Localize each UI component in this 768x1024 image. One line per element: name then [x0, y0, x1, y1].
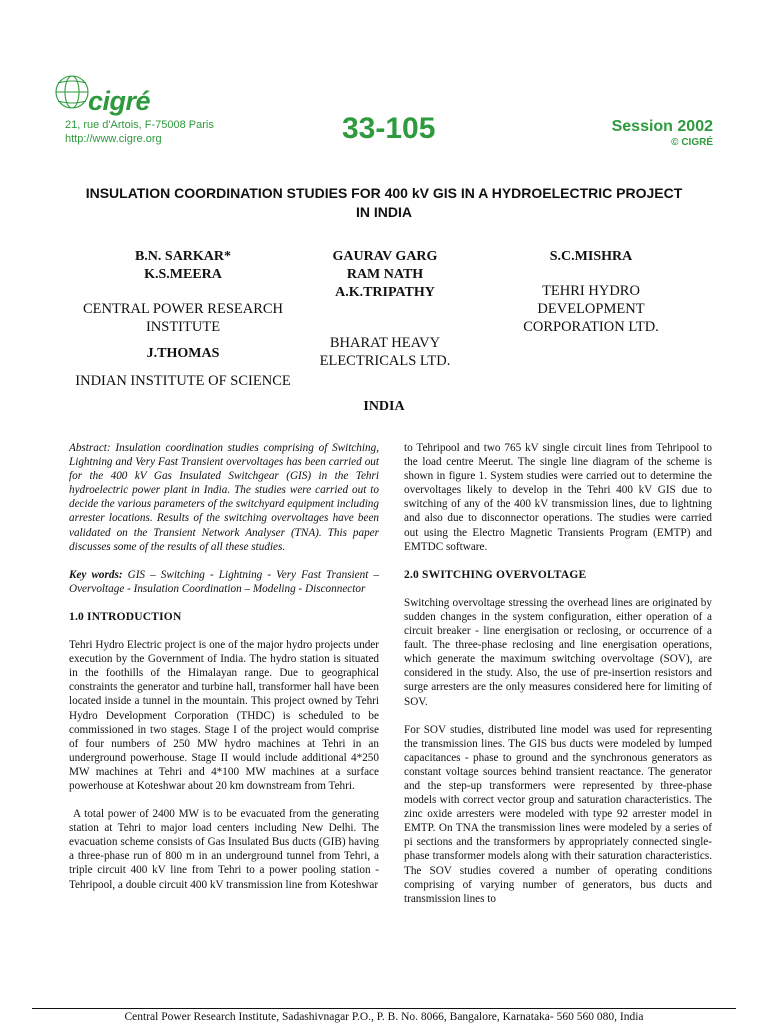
footer-divider [32, 1008, 736, 1009]
paper-title: INSULATION COORDINATION STUDIES FOR 400 kV GIS IN A HYDROELECTRIC PROJECT IN INDIA [85, 185, 683, 220]
affiliation-line: DEVELOPMENT [537, 301, 645, 317]
author-name: S.C.MISHRA [549, 249, 633, 264]
section-heading-introduction: 1.0 INTRODUCTION [69, 610, 182, 623]
keywords-label: Key words: [69, 568, 123, 581]
cigre-logo-text: cigré [88, 86, 151, 116]
abstract: Abstract: Insulation coordination studies comprising of Switching, Lightning and Very Fast Transient overvoltages has been carried out for the 400 kV Gas Insulated Switchgear (GIS) in the Tehri hydroelectric power plant in India. The studies were carried out to decide the various parameters of the switchyard equipment including arrester locations. Results of the switching overvoltages have been validated on the Transient Network Analyser (TNA). This paper discusses some of the results of all these studies. [69, 442, 379, 553]
affiliation-line: BHARAT HEAVY [329, 335, 441, 351]
affiliation-col1b: INDIAN INSTITUTE OF SCIENCE [75, 373, 291, 389]
keywords [69, 568, 379, 596]
paper-number: 33-105 [342, 112, 436, 145]
left-column [69, 441, 379, 892]
footer-address: Central Power Research Institute, Sadashivnagar P.O., P. B. No. 8066, Bangalore, Karnataka- 560 560 080, India [124, 1011, 644, 1023]
author-names-col1 [100, 248, 266, 284]
author-name: A.K.TRIPATHY [335, 285, 435, 300]
affiliation-line: CORPORATION LTD. [523, 319, 659, 335]
author-name: RAM NATH [346, 267, 424, 282]
session-label: Session 2002 [611, 118, 713, 135]
switching-paragraph-2: For SOV studies, distributed line model was used for representing the transmission lines. The GIS bus ducts were modeled by lumped capacitances - phase to ground and the synchronous generators as constant voltage sources behind transient reactance. The generator and the step-up transformers were represented by three-phase models with correct vector group and saturation characteristics. The zinc oxide arresters were modeled with type 92 arrester model in EMTP. On TNA the transmission lines were modeled by a series of pi sections and the transformers by appropriately connected single-phase transformer models along with their saturation characteristics. The SOV studies covered a number of operating conditions comprising of varying number of generators, bus ducts and transmission lines to [404, 723, 712, 905]
keywords-text: GIS – Switching - Lightning - Very Fast Transient – Overvoltage - Insulation Coordination – Modeling - Disconnector [69, 568, 379, 595]
right-column [404, 441, 712, 906]
author-name: K.S.MEERA [144, 267, 222, 282]
affiliation-col2 [310, 334, 460, 370]
author-name: B.N. SARKAR* [134, 249, 232, 264]
intro-paragraph-2: A total power of 2400 MW is to be evacuated from the generating station at Tehri to major load centers including New Delhi. The evacuation scheme consists of Gas Insulated Bus ducts (GIB) having a three-phase run of 800 m in an underground tunnel from Tehri, a triple circuit 400 kV line from Tehri to a power pooling station - Tehripool, a double circuit 400 kV transmission line from Koteshwar [69, 808, 379, 891]
affiliation-col3 [506, 282, 676, 336]
affiliation-line: ELECTRICALS LTD. [319, 353, 451, 369]
section-heading-switching: 2.0 SWITCHING OVERVOLTAGE [404, 568, 587, 581]
country-label: INDIA [363, 399, 405, 414]
author-name: J.THOMAS [146, 346, 220, 361]
author-names-col3 [516, 248, 666, 266]
affiliation-line: INSTITUTE [145, 319, 221, 335]
switching-paragraph-1: Switching overvoltage stressing the overhead lines are originated by sudden changes in the system configuration, either operation of a circuit breaker - line energisation or reclosing, or occurrence of a fault. The three-phase reclosing and line energisation operations, which generate the maximum switching overvoltage (SOV), are considered in the study. Also, the use of pre-insertion resistors and surge arresters are the only measures considered here for limiting of SOV. [404, 596, 712, 708]
intro-paragraph-1: Tehri Hydro Electric project is one of the major hydro projects under execution by the Government of India. The hydro station is situated in the foothills of the Himalayan range. Due to geographical constraints the generator and turbine hall, transformer hall have been located inside a tunnel in the mountain. This project owned by Tehri Hydro Development Corporation (THDC) is scheduled to be commissioned in two stages. Stage I of the project would comprise of four numbers of 250 MW hydro machines at Tehri in an underground powerhouse. Stage II would include additional 4*250 MW machines at Tehri and 4*100 MW machines at a surface powerhouse at Koteshwar about 20 km downstream from Tehri. [69, 639, 379, 792]
intro-paragraph-3: to Tehripool and two 765 kV single circuit lines from Tehripool to the load centre Meerut. The single line diagram of the scheme is shown in figure 1. System studies were carried out to determine the overvoltages likely to develop in the Tehri 400 kV GIS due to switching of any of the 400 kV transmission lines, due to lightning and also due to disconnector operations. The studies were carried out using the Electro Magnetic Transients Program (EMTP) and EMTDC software. [404, 442, 712, 553]
affiliation-line: CENTRAL POWER RESEARCH [82, 301, 284, 317]
affiliation-col1 [80, 300, 286, 336]
copyright-label: © CIGRÉ [671, 137, 713, 148]
affiliation-line: TEHRI HYDRO [542, 283, 640, 299]
website-link[interactable]: http://www.cigre.org [65, 133, 162, 145]
author-name: GAURAV GARG [332, 249, 438, 264]
address-line: 21, rue d'Artois, F-75008 Paris [65, 119, 214, 131]
author-names-col2 [310, 248, 460, 302]
